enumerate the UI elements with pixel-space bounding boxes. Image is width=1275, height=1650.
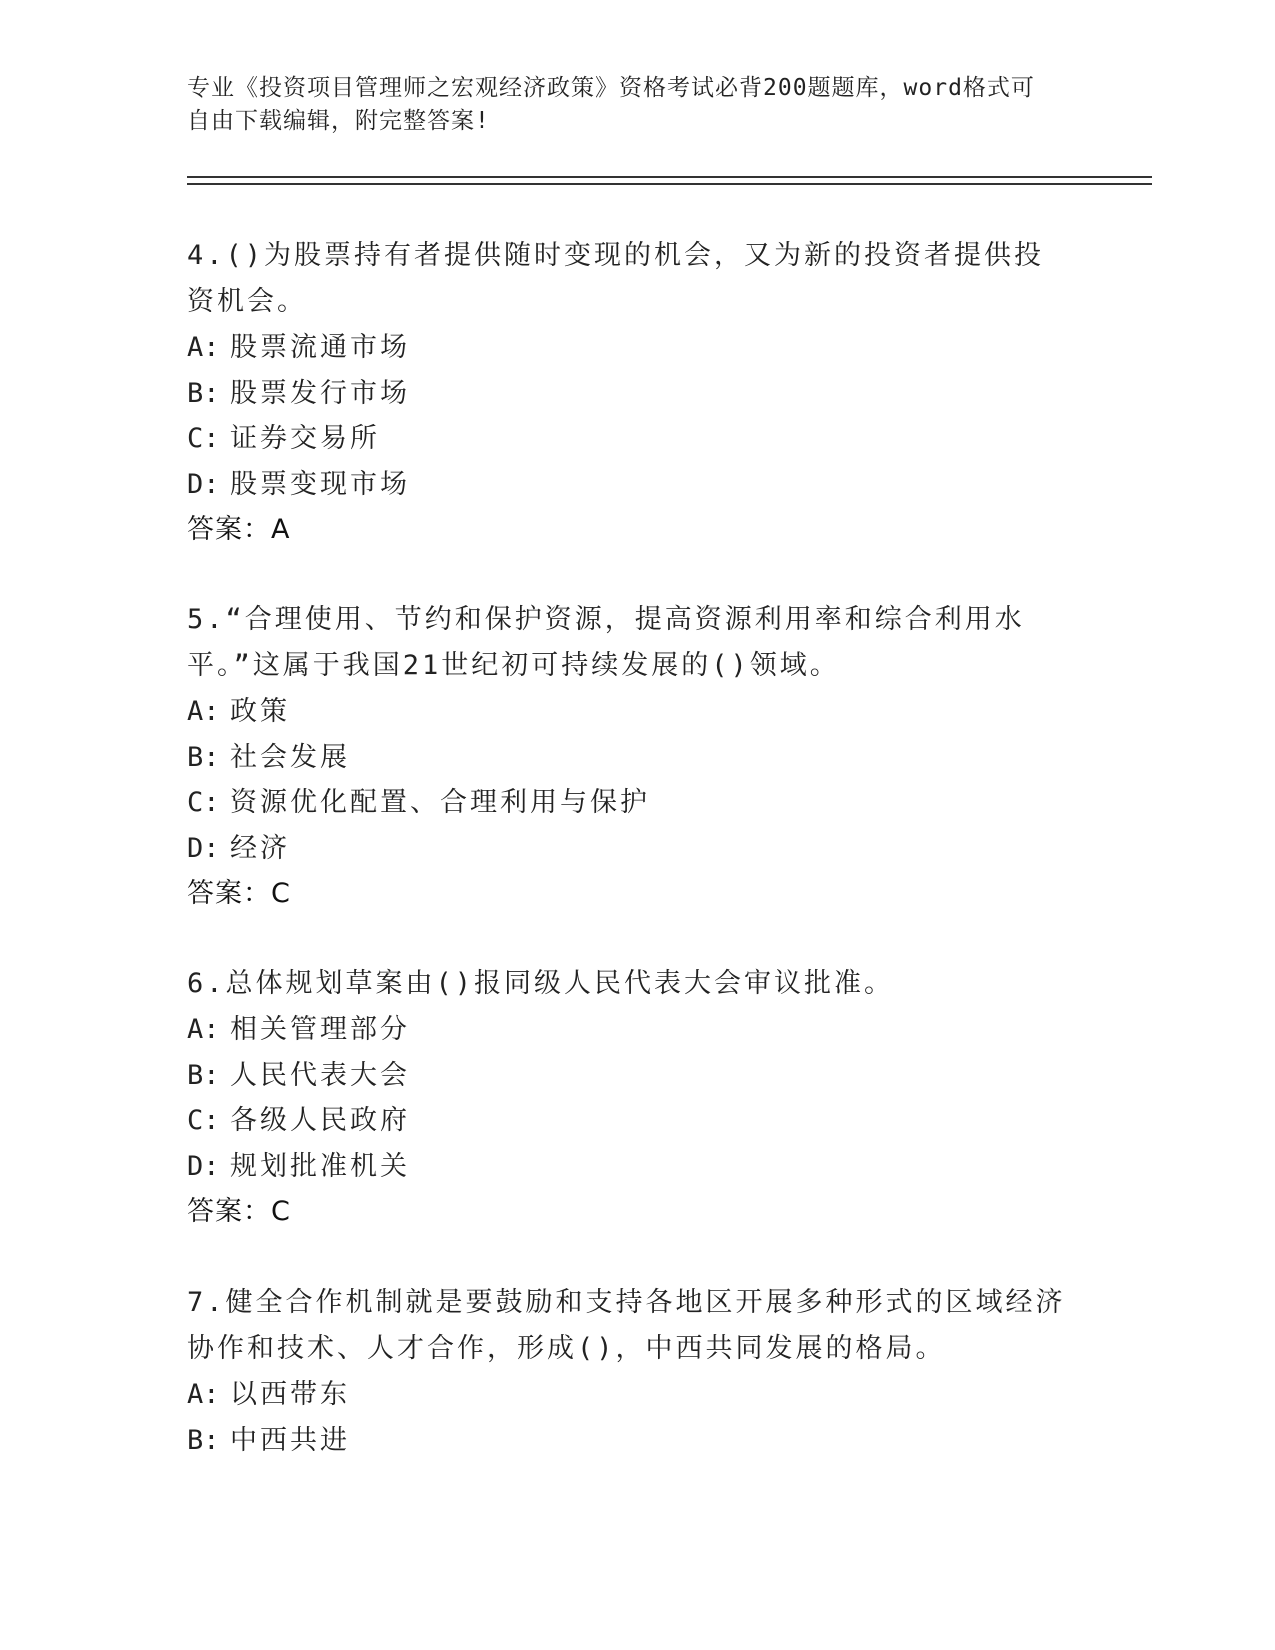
header-line-1: 专业《投资项目管理师之宏观经济政策》资格考试必背200题题库，word格式可: [187, 75, 1035, 101]
option-text: 政策: [230, 696, 290, 727]
question-text: 4.()为股票持有者提供随时变现的机会，又为新的投资者提供投资机会。: [187, 240, 1045, 317]
option-b: [187, 735, 1067, 781]
option-text: 股票变现市场: [230, 468, 410, 500]
option-text: 证券交易所: [230, 423, 380, 454]
option-letter: A:: [187, 696, 220, 727]
option-letter: B:: [187, 1424, 220, 1456]
question-7: [187, 1280, 1067, 1463]
answer-line: 答案：A: [187, 514, 291, 545]
header-line-2: 自由下载编辑，附完整答案!: [187, 108, 490, 134]
answer-line: 答案：C: [187, 1196, 291, 1227]
option-b: [187, 1053, 1067, 1099]
option-text: 相关管理部分: [230, 1014, 410, 1045]
option-b: [187, 1418, 1067, 1464]
option-text: 规划批准机关: [230, 1150, 410, 1182]
question-text: 7.健全合作机制就是要鼓励和支持各地区开展多种形式的区域经济协作和技术、人才合作，形成()，中西共同发展的格局。: [187, 1287, 1066, 1364]
option-letter: B:: [187, 741, 220, 773]
document-header: [187, 72, 1067, 138]
header-divider-top: [187, 176, 1152, 178]
option-letter: C:: [187, 1105, 220, 1136]
question-4: [187, 233, 1067, 553]
question-6: [187, 961, 1067, 1235]
option-letter: C:: [187, 423, 220, 454]
option-a: [187, 1372, 1067, 1418]
answer-line: 答案：C: [187, 878, 291, 909]
question-5: [187, 597, 1067, 917]
question-text: 5.“合理使用、节约和保护资源，提高资源利用率和综合利用水平。”这属于我国21世纪初可持续发展的()领域。: [187, 604, 1025, 681]
option-a: [187, 325, 1067, 371]
option-letter: A:: [187, 1014, 220, 1045]
option-letter: B:: [187, 1059, 220, 1091]
option-text: 资源优化配置、合理利用与保护: [230, 787, 650, 818]
option-text: 各级人民政府: [230, 1105, 410, 1136]
option-c: [187, 416, 1067, 462]
option-d: [187, 462, 1067, 508]
option-letter: C:: [187, 787, 220, 818]
option-letter: A:: [187, 332, 220, 363]
option-text: 经济: [230, 832, 290, 864]
option-b: [187, 371, 1067, 417]
option-letter: D:: [187, 468, 220, 500]
option-letter: B:: [187, 377, 220, 409]
option-text: 人民代表大会: [230, 1059, 410, 1091]
option-c: [187, 1098, 1067, 1144]
option-text: 以西带东: [230, 1379, 350, 1410]
option-d: [187, 826, 1067, 872]
option-letter: D:: [187, 1150, 220, 1182]
option-d: [187, 1144, 1067, 1190]
option-letter: A:: [187, 1379, 220, 1410]
header-divider-bottom: [187, 183, 1152, 185]
option-text: 中西共进: [230, 1424, 350, 1456]
option-text: 社会发展: [230, 741, 350, 773]
option-text: 股票流通市场: [230, 332, 410, 363]
option-c: [187, 780, 1067, 826]
option-a: [187, 689, 1067, 735]
question-text: 6.总体规划草案由()报同级人民代表大会审议批准。: [187, 968, 895, 999]
option-a: [187, 1007, 1067, 1053]
option-letter: D:: [187, 832, 220, 864]
option-text: 股票发行市场: [230, 377, 410, 409]
